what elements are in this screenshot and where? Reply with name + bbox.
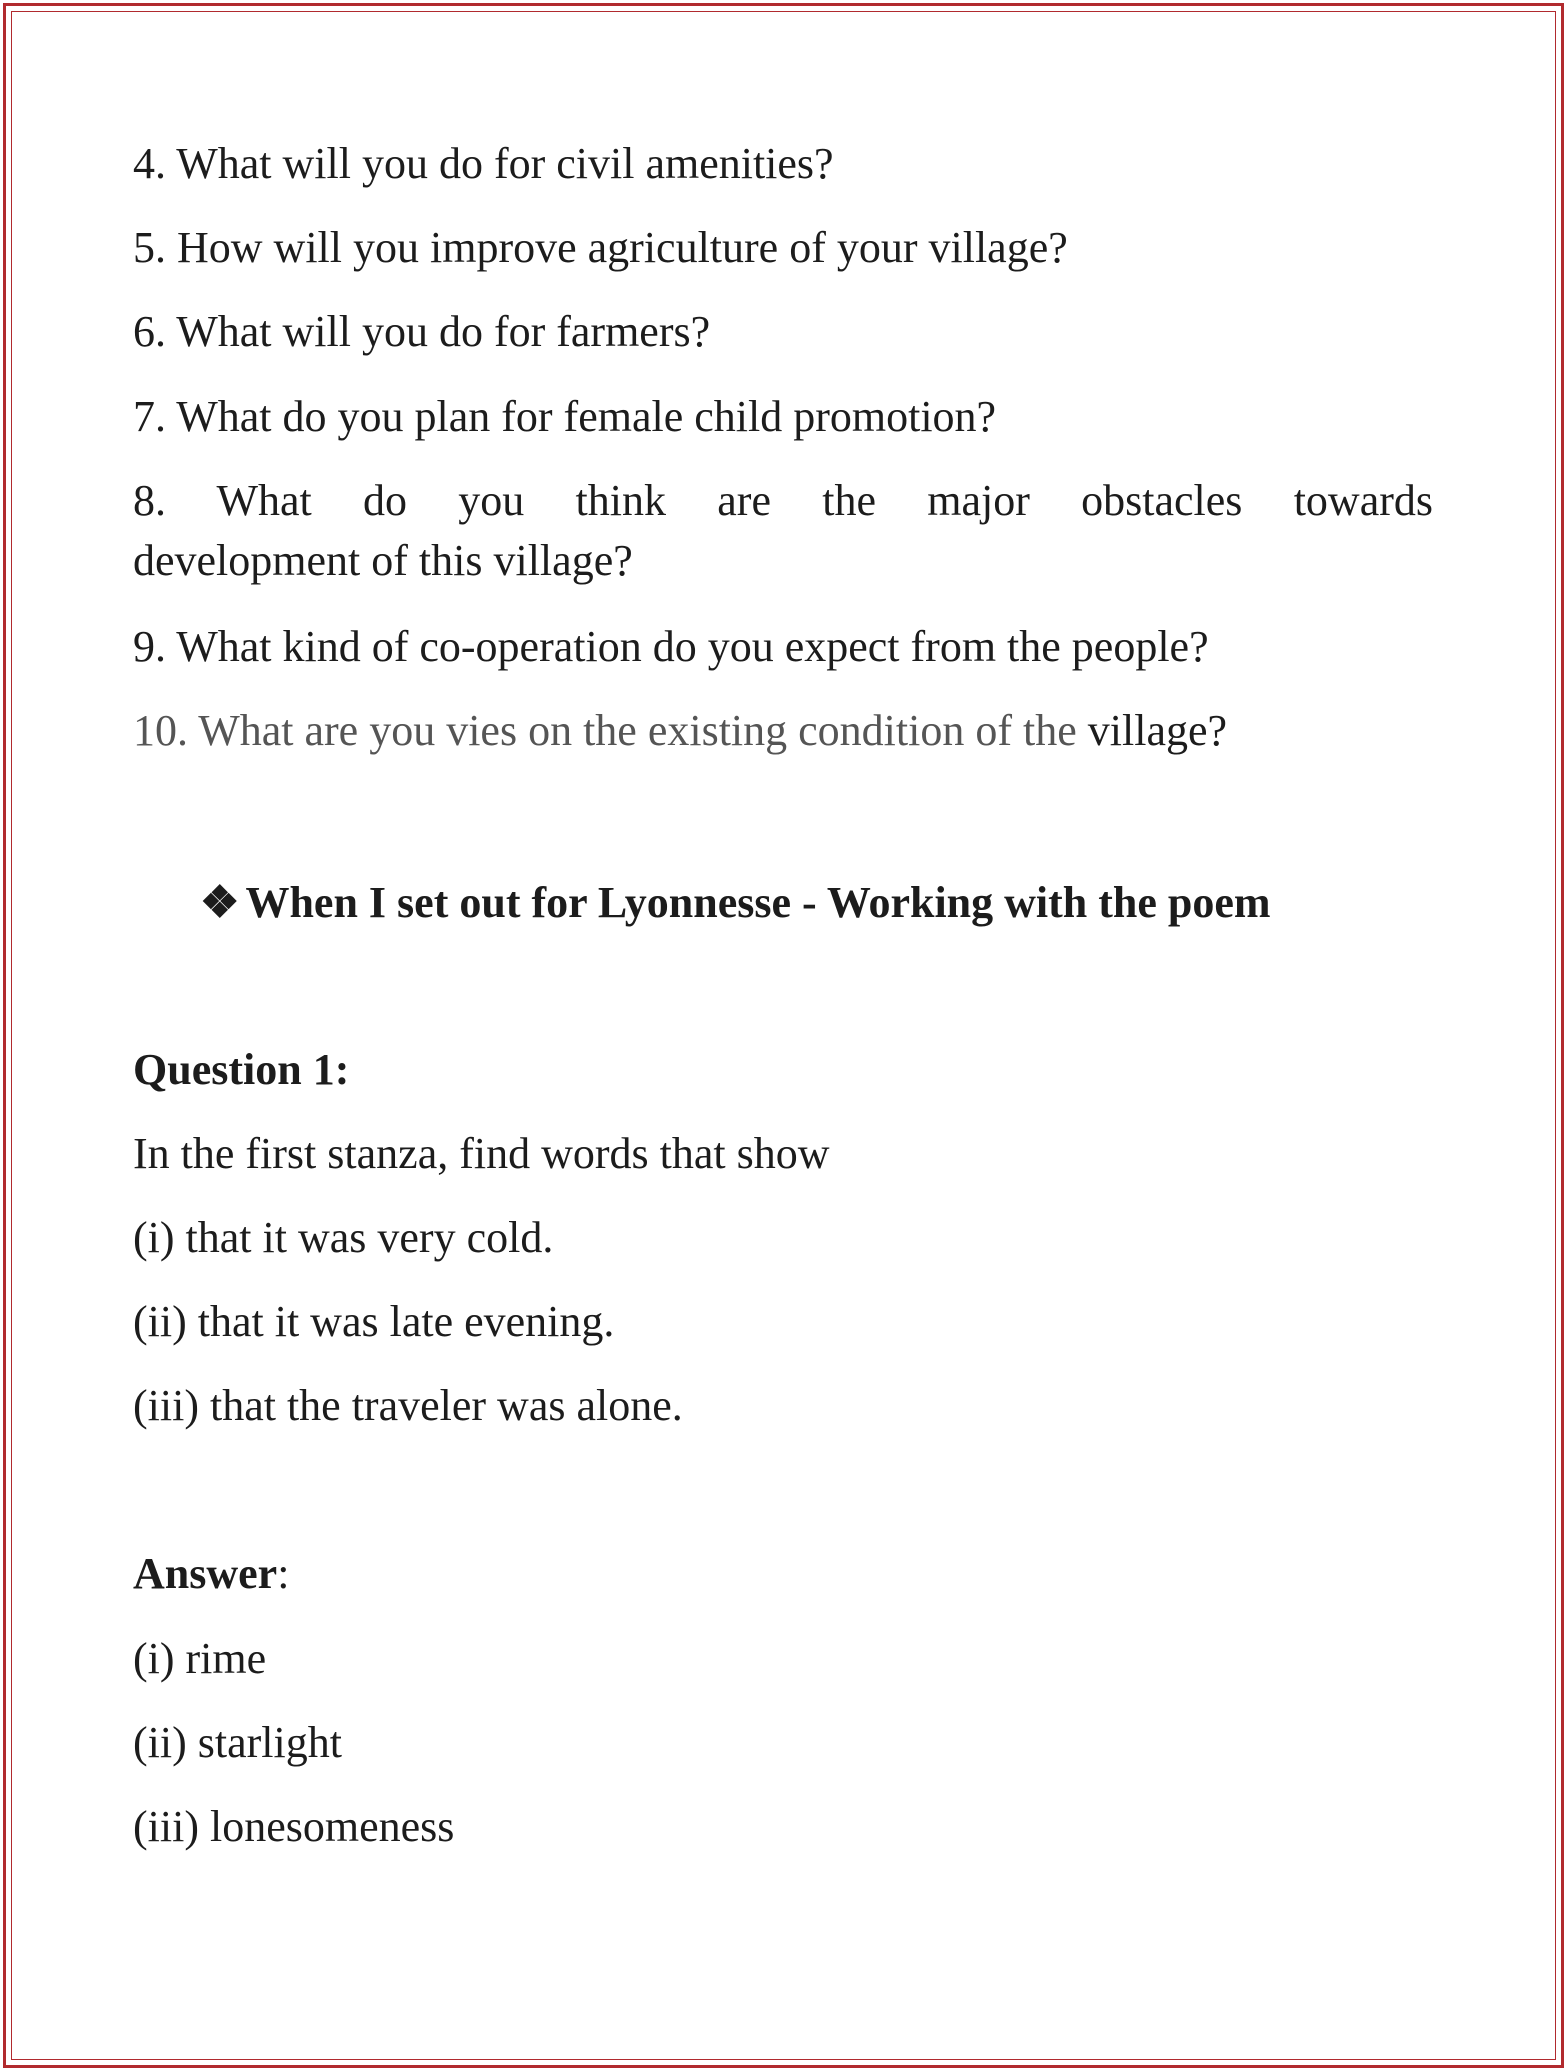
question-subitem-1: (i) that it was very cold. (133, 1213, 554, 1262)
question-item-8-line1: 8. What do you think are the major obstacles towards (133, 476, 1433, 525)
section-heading (200, 873, 1271, 933)
question-label: Question 1: (133, 1045, 350, 1094)
question-item-10 (133, 701, 1227, 761)
answer-item-2: (ii) starlight (133, 1718, 342, 1767)
question-subitem-2: (ii) that it was late evening. (133, 1297, 615, 1346)
question-prompt: In the first stanza, find words that show (133, 1129, 830, 1178)
answer-label (133, 1544, 289, 1604)
question-item-4: 4. What will you do for civil amenities? (133, 139, 834, 188)
question-item-8 (133, 471, 1433, 591)
diamond-bullet-icon: ❖ (200, 878, 240, 927)
answer-item-3: (iii) lonesomeness (133, 1802, 455, 1851)
question-item-10-text: 10. What are you vies on the existing condition of the (133, 706, 1077, 755)
answer-item-1: (i) rime (133, 1634, 267, 1683)
question-item-9: 9. What kind of co-operation do you expect from the people? (133, 622, 1209, 671)
question-item-5: 5. How will you improve agriculture of your village? (133, 223, 1068, 272)
answer-label-text: Answer (133, 1549, 278, 1598)
section-title: When I set out for Lyonnesse - Working with the poem (245, 878, 1271, 927)
question-subitem-3: (iii) that the traveler was alone. (133, 1381, 683, 1430)
question-item-10-tail: village? (1076, 706, 1228, 755)
question-item-6: 6. What will you do for farmers? (133, 307, 711, 356)
question-item-8-line2: development of this village? (133, 536, 633, 585)
answer-label-colon: : (277, 1549, 290, 1598)
question-item-7: 7. What do you plan for female child promotion? (133, 392, 997, 441)
